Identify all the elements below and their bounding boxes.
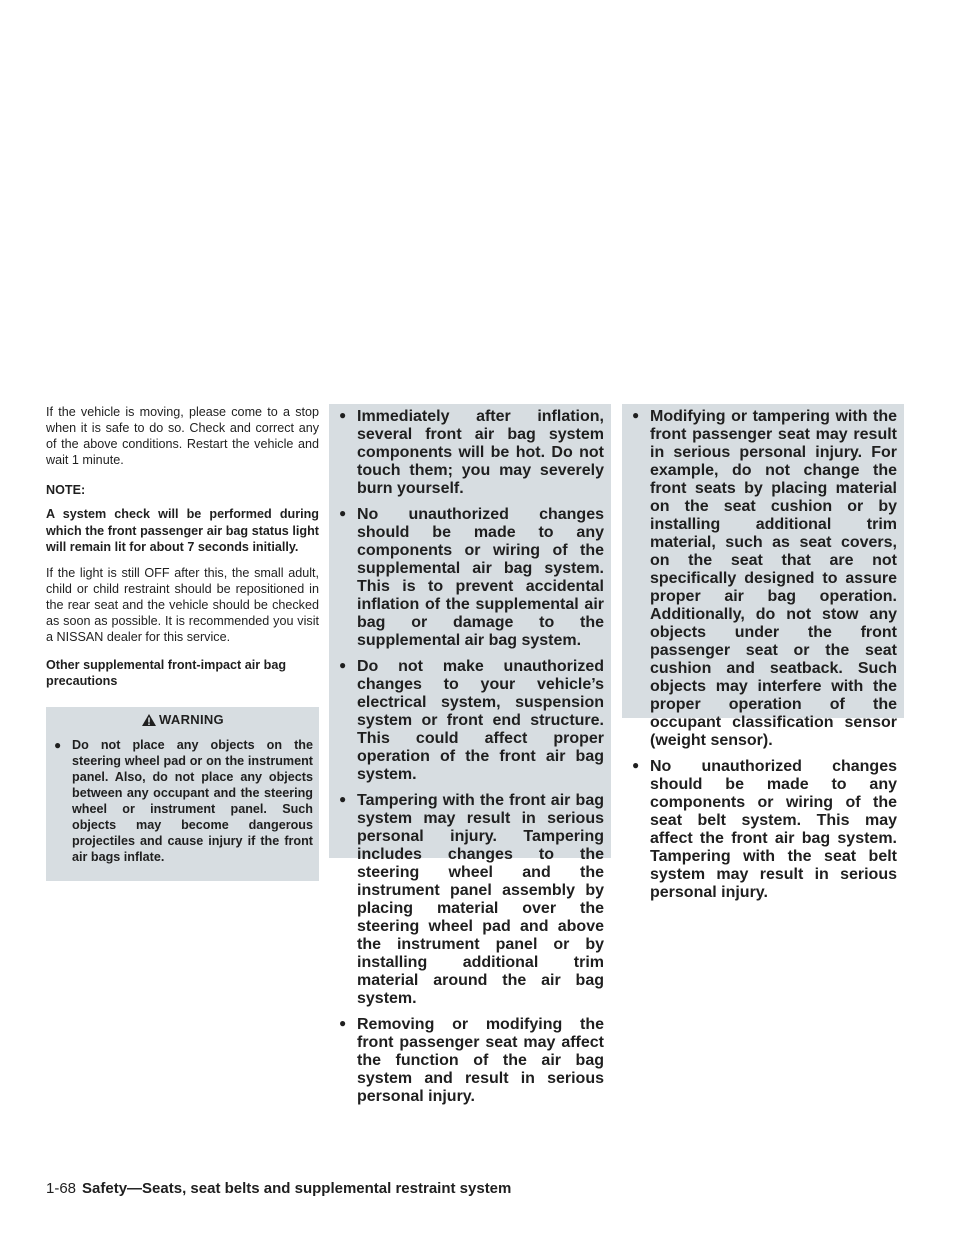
bullet-icon: ● (339, 506, 347, 520)
page-footer (46, 1180, 511, 1197)
list-item: ● Do not place any objects on the steering wheel pad or on the instrument panel. Also, do not place any objects between any occupant and the steering wheel or instrument panel. Such objects may become dangerous projectiles and cause injury if the front air bags inflate. (54, 737, 313, 865)
list-item: ● Modifying or tampering with the front passenger seat may result in serious personal injury. For example, do not change the front seats by placing material on the seat cushion or by installing additional trim material, such as seat covers, on the seat that are not specifically designed to assure proper air bag operation. Additionally, do not stow any objects under the front passenger seat or the seat cushion and seatback. Such objects may interfere with the proper operation of the occupant classification sensor (weight sensor). (632, 408, 897, 749)
column-2-warning-box (329, 404, 611, 1105)
warning-list (337, 408, 604, 1106)
reposition-paragraph: If the light is still OFF after this, the small adult, child or child restraint should be repositioned in the rear seat and the vehicle should be checked as soon as possible. It is recommended you visit a NISSAN dealer for this service. (46, 565, 319, 645)
warning-list (52, 737, 313, 866)
list-item: ● No unauthorized changes should be made to any components or wiring of the seat belt system. This may affect the front air bag system. Tampering with the seat belt system may result in serious personal injury. (632, 758, 897, 901)
section-heading: Other supplemental front-impact air bag precautions (46, 658, 287, 689)
bullet-icon: ● (632, 758, 640, 772)
note-label: NOTE: (46, 483, 86, 498)
note-text: A system check will be performed during which the front passenger air bag status light will remain lit for about 7 seconds initially. (46, 507, 319, 554)
column-1 (46, 404, 319, 881)
warning-list (630, 408, 897, 902)
bullet-icon: ● (339, 408, 347, 422)
intro-paragraph: If the vehicle is moving, please come to a stop when it is safe to do so. Check and correct any of the above conditions. Restart the vehicle and wait 1 minute. (46, 405, 319, 468)
bullet-icon: ● (632, 408, 640, 422)
warning-box (46, 707, 319, 881)
list-item: ● Do not make unauthorized changes to your vehicle’s electrical system, suspension system or front end structure. This could affect proper operation of the front air bag system. (339, 658, 604, 783)
warning-triangle-icon (141, 713, 157, 727)
section-title: Safety—Seats, seat belts and supplemental restraint system (82, 1180, 512, 1197)
list-item: ● No unauthorized changes should be made to any components or wiring of the supplemental air bag system. This is to prevent accidental inflation of the supplemental air bag or damage to the supplemental air bag system. (339, 506, 604, 649)
bullet-icon: ● (339, 1016, 347, 1030)
warning-title-text: WARNING (159, 712, 224, 728)
bullet-icon: ● (339, 658, 347, 672)
page-number: 1-68 (46, 1180, 77, 1197)
warning-title (52, 710, 313, 736)
list-item: ● Immediately after inflation, several front air bag system components will be hot. Do not touch them; you may severely burn yourself. (339, 408, 604, 497)
bullet-icon: ● (54, 737, 62, 752)
list-item: ● Tampering with the front air bag system may result in serious personal injury. Tampering includes changes to the steering wheel and the instrument panel assembly by placing material over the steering wheel pad and above the instrument panel or by installing additional trim material around the air bag system. (339, 792, 604, 1007)
column-3-warning-box (622, 404, 904, 901)
bullet-icon: ● (339, 792, 347, 806)
list-item: ● Removing or modifying the front passenger seat may affect the function of the air bag system and result in serious personal injury. (339, 1016, 604, 1105)
